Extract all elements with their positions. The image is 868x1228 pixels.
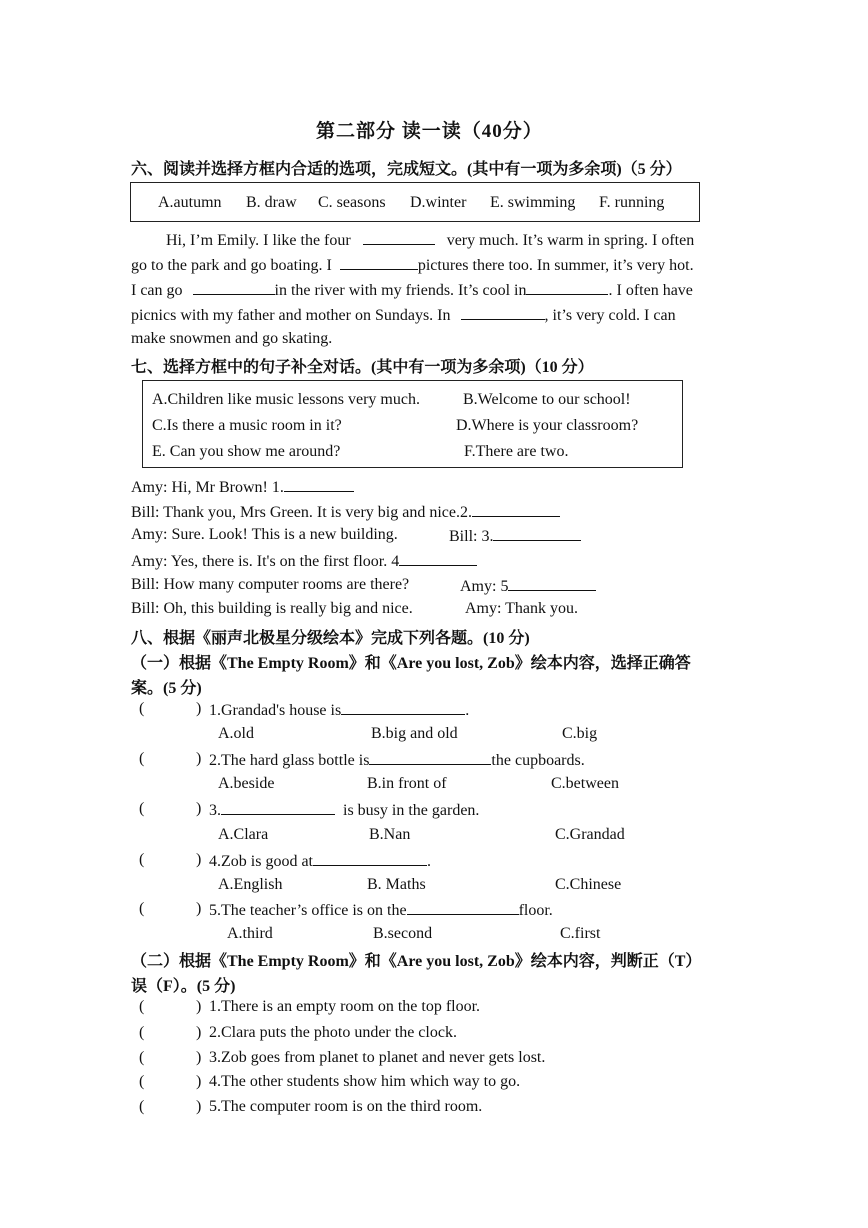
mc-question-2 bbox=[209, 750, 585, 770]
answer-blank[interactable] bbox=[363, 230, 435, 245]
dialogue-line-2 bbox=[131, 502, 560, 522]
part-1-heading: （一）根据《The Empty Room》和《Are you lost, Zob》绘本内容，选择正确答 bbox=[131, 655, 691, 672]
dialogue-text: Bill: 3. bbox=[449, 528, 494, 545]
answer-blank[interactable] bbox=[313, 851, 427, 866]
part-2-heading: （二）根据《The Empty Room》和《Are you lost, Zob》绘本内容，判断正（T） bbox=[131, 953, 702, 970]
option-f: F. running bbox=[599, 194, 665, 211]
answer-paren-open: ( bbox=[139, 1024, 145, 1041]
dialogue-line-3b bbox=[449, 526, 581, 546]
dialogue-line-4 bbox=[131, 551, 477, 571]
answer-paren-open: ( bbox=[139, 998, 145, 1015]
answer-paren-close: ) bbox=[196, 1073, 202, 1090]
passage-text: go to the park and go boating. I bbox=[131, 257, 332, 274]
dialogue-line-6: Bill: Oh, this building is really big and nice. bbox=[131, 600, 413, 617]
answer-blank[interactable] bbox=[341, 700, 465, 715]
mc-question-1 bbox=[209, 700, 469, 720]
option-a: A.autumn bbox=[158, 194, 222, 211]
section-7-heading: 七、选择方框中的句子补全对话。(其中有一项为多余项)（10 分） bbox=[131, 359, 594, 376]
answer-paren-open: ( bbox=[139, 1073, 145, 1090]
section-8-heading: 八、根据《丽声北极星分级绘本》完成下列各题。(10 分) bbox=[131, 630, 530, 647]
choice-a: A.Clara bbox=[218, 826, 269, 843]
answer-paren-open: ( bbox=[139, 851, 145, 868]
answer-paren-open: ( bbox=[139, 900, 145, 917]
question-text: 4.Zob is good at bbox=[209, 853, 313, 870]
sentence-option-e: E. Can you show me around? bbox=[152, 443, 341, 460]
passage-text: I can go bbox=[131, 282, 183, 299]
question-text: the cupboards. bbox=[491, 752, 585, 769]
answer-paren-close: ) bbox=[196, 900, 202, 917]
answer-blank[interactable] bbox=[472, 502, 560, 517]
choice-c: C.between bbox=[551, 775, 619, 792]
dialogue-line-3 bbox=[131, 526, 398, 544]
choice-b: B.in front of bbox=[367, 775, 447, 792]
passage-text: Hi, I’m Emily. I like the four bbox=[166, 232, 351, 249]
option-b: B. draw bbox=[246, 194, 297, 211]
answer-blank[interactable] bbox=[399, 551, 477, 566]
question-text: . bbox=[427, 853, 431, 870]
passage-text: picnics with my father and mother on Sundays. In bbox=[131, 307, 451, 324]
passage-line-1 bbox=[166, 230, 694, 250]
answer-paren-open: ( bbox=[139, 700, 145, 717]
option-e: E. swimming bbox=[490, 194, 576, 211]
sentence-option-b: B.Welcome to our school! bbox=[463, 391, 631, 408]
option-d: D.winter bbox=[410, 194, 467, 211]
answer-blank[interactable] bbox=[193, 280, 275, 295]
answer-blank[interactable] bbox=[526, 280, 608, 295]
answer-blank[interactable] bbox=[461, 305, 545, 320]
dialogue-text: Amy: Sure. Look! This is a new building. bbox=[131, 526, 398, 543]
choice-a: A.old bbox=[218, 725, 254, 742]
choice-a: A.beside bbox=[218, 775, 275, 792]
answer-paren-close: ) bbox=[196, 800, 202, 817]
sentence-option-a: A.Children like music lessons very much. bbox=[152, 391, 420, 408]
answer-paren-close: ) bbox=[196, 1049, 202, 1066]
answer-blank[interactable] bbox=[221, 800, 335, 815]
question-text: 1.Grandad's house is bbox=[209, 702, 342, 719]
section-6-heading: 六、阅读并选择方框内合适的选项，完成短文。(其中有一项为多余项)（5 分） bbox=[131, 161, 682, 178]
answer-paren-close: ) bbox=[196, 700, 202, 717]
answer-paren-open: ( bbox=[139, 800, 145, 817]
answer-blank[interactable] bbox=[284, 477, 354, 492]
question-text: . bbox=[465, 702, 470, 719]
tf-statement-3: 3.Zob goes from planet to planet and never gets lost. bbox=[209, 1049, 546, 1066]
sentence-option-d: D.Where is your classroom? bbox=[456, 417, 639, 434]
tf-statement-2: 2.Clara puts the photo under the clock. bbox=[209, 1024, 457, 1041]
passage-text: , it’s very cold. I can bbox=[544, 307, 676, 324]
part-2-heading-cont: 误（F）。(5 分) bbox=[131, 978, 236, 995]
passage-line-2 bbox=[131, 255, 694, 275]
answer-blank[interactable] bbox=[407, 900, 519, 915]
passage-text: very much. It’s warm in spring. I often bbox=[446, 232, 695, 249]
choice-b: B.big and old bbox=[371, 725, 458, 742]
passage-text: . I often have bbox=[608, 282, 693, 299]
dialogue-text: Bill: Thank you, Mrs Green. It is very big and nice.2. bbox=[131, 504, 472, 521]
question-text: 2.The hard glass bottle is bbox=[209, 752, 370, 769]
choice-a: A.English bbox=[218, 876, 283, 893]
question-text: is busy in the garden. bbox=[343, 802, 480, 819]
mc-question-4 bbox=[209, 851, 431, 871]
answer-paren-open: ( bbox=[139, 1098, 145, 1115]
choice-b: B.second bbox=[373, 925, 433, 942]
choice-c: C.big bbox=[562, 725, 598, 742]
tf-statement-4: 4.The other students show him which way to go. bbox=[209, 1073, 521, 1090]
answer-paren-close: ) bbox=[196, 1024, 202, 1041]
tf-statement-5: 5.The computer room is on the third room. bbox=[209, 1098, 483, 1115]
dialogue-text: Amy: Yes, there is. It's on the first floor. 4 bbox=[131, 553, 400, 570]
dialogue-line-6b: Amy: Thank you. bbox=[465, 600, 579, 617]
choice-b: B. Maths bbox=[367, 876, 426, 893]
dialogue-text: Amy: 5 bbox=[460, 578, 509, 595]
part-1-heading-cont: 案。(5 分) bbox=[131, 680, 202, 697]
passage-line-4 bbox=[131, 305, 676, 325]
dialogue-text: Bill: How many computer rooms are there? bbox=[131, 576, 410, 593]
tf-statement-1: 1.There is an empty room on the top floor. bbox=[209, 998, 481, 1015]
passage-line-5: make snowmen and go skating. bbox=[131, 330, 333, 347]
sentence-option-c: C.Is there a music room in it? bbox=[152, 417, 342, 434]
question-text: 3. bbox=[209, 802, 221, 819]
answer-blank[interactable] bbox=[369, 750, 491, 765]
choice-a: A.third bbox=[227, 925, 273, 942]
passage-text: pictures there too. In summer, it’s very hot. bbox=[417, 257, 694, 274]
answer-paren-close: ) bbox=[196, 750, 202, 767]
choice-c: C.first bbox=[560, 925, 601, 942]
dialogue-line-1 bbox=[131, 477, 354, 497]
question-text: 5.The teacher’s office is on the bbox=[209, 902, 407, 919]
answer-paren-open: ( bbox=[139, 750, 145, 767]
answer-blank[interactable] bbox=[493, 526, 581, 541]
dialogue-line-5b bbox=[460, 576, 596, 596]
mc-question-5 bbox=[209, 900, 553, 920]
mc-question-3 bbox=[209, 800, 479, 820]
answer-blank[interactable] bbox=[508, 576, 596, 591]
passage-text: in the river with my friends. It’s cool in bbox=[274, 282, 527, 299]
answer-paren-close: ) bbox=[196, 851, 202, 868]
answer-paren-open: ( bbox=[139, 1049, 145, 1066]
page-title: 第二部分 读一读（40分） bbox=[316, 121, 543, 142]
question-text: floor. bbox=[518, 902, 553, 919]
answer-blank[interactable] bbox=[340, 255, 418, 270]
dialogue-text: Amy: Hi, Mr Brown! 1. bbox=[131, 479, 284, 496]
sentence-option-f: F.There are two. bbox=[464, 443, 569, 460]
choice-c: C.Grandad bbox=[555, 826, 625, 843]
option-c: C. seasons bbox=[318, 194, 386, 211]
choice-b: B.Nan bbox=[369, 826, 411, 843]
passage-line-3 bbox=[131, 280, 693, 300]
answer-paren-close: ) bbox=[196, 1098, 202, 1115]
answer-paren-close: ) bbox=[196, 998, 202, 1015]
choice-c: C.Chinese bbox=[555, 876, 622, 893]
dialogue-line-5 bbox=[131, 576, 409, 594]
